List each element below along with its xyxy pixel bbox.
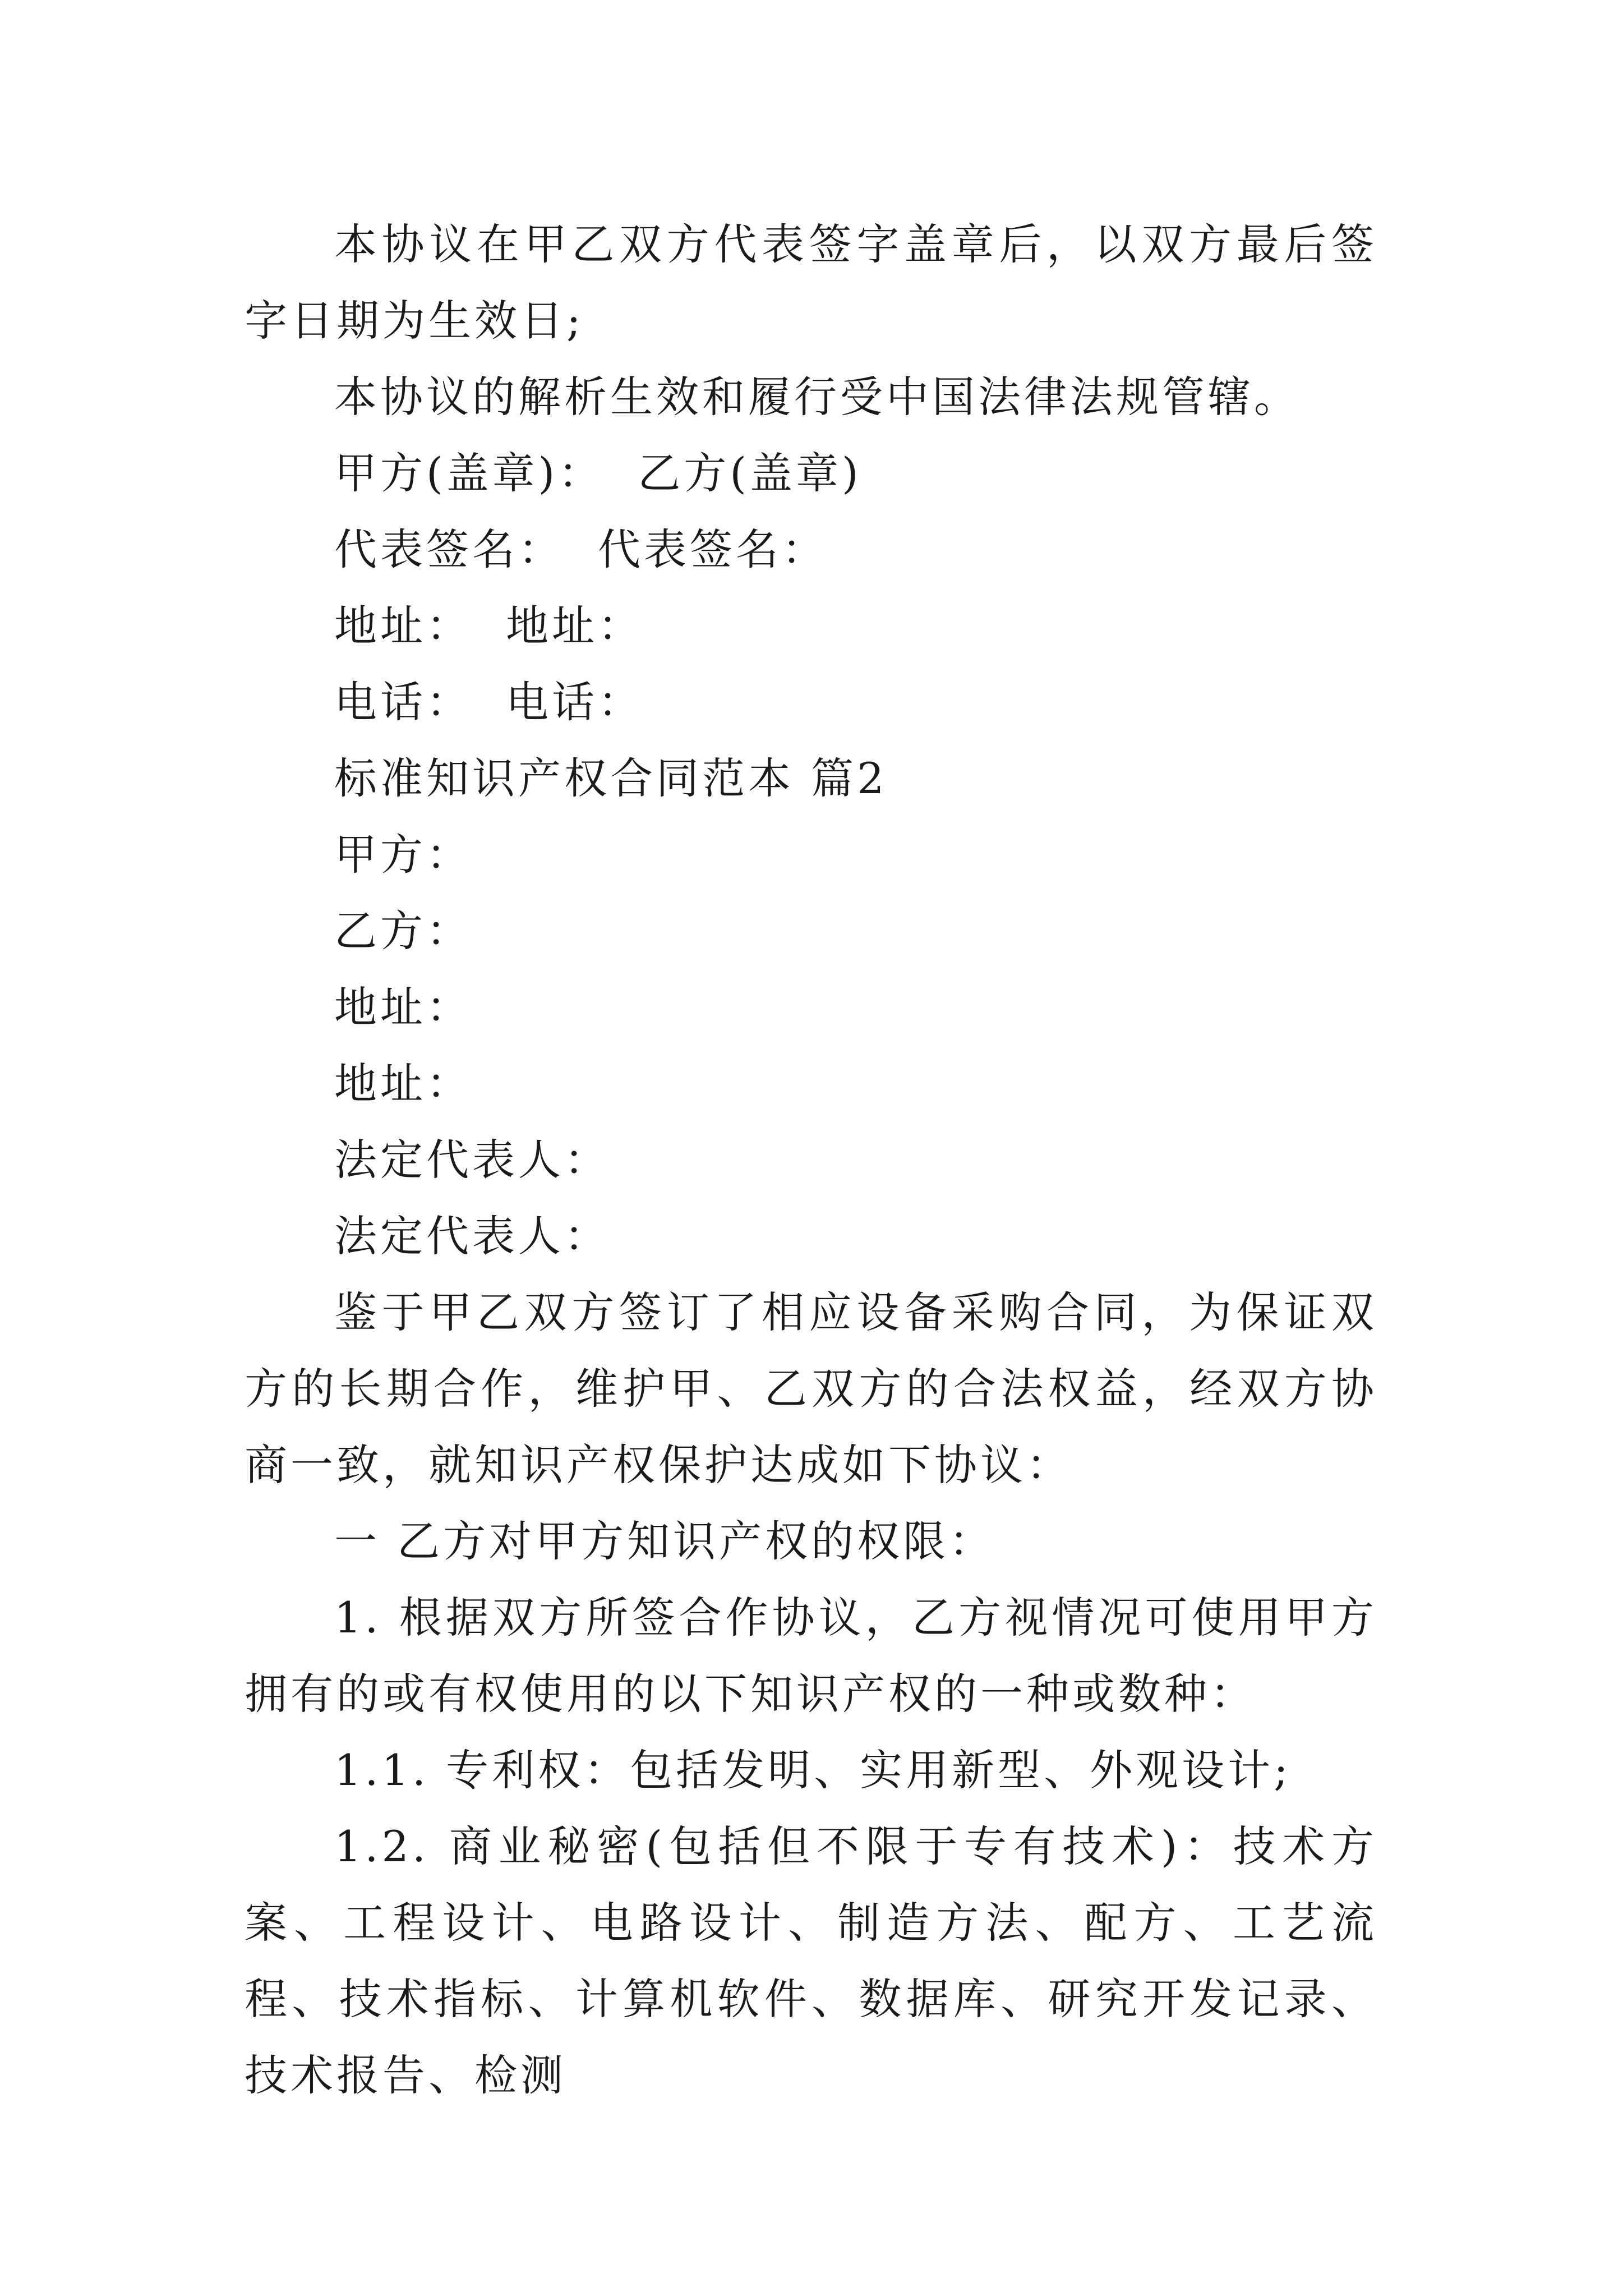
clause-1: 1. 根据双方所签合作协议，乙方视情况可使用甲方拥有的或有权使用的以下知识产权的一种或数种： — [245, 1593, 1377, 1719]
signature-phone-line — [245, 664, 1377, 740]
signature-address-line — [245, 588, 1377, 664]
clause-1-2: 1.2. 商业秘密(包括但不限于专有技术)：技术方案、工程设计、电路设计、制造方法、配方、工艺流程、技术指标、计算机软件、数据库、研究开发记录、技术报告、检测 — [245, 1821, 1377, 2100]
paragraph-preamble: 鉴于甲乙双方签订了相应设备采购合同，为保证双方的长期合作，维护甲、乙双方的合法权益，经双方协商一致，就知识产权保护达成如下协议： — [245, 1287, 1377, 1490]
paragraph-effective-date: 本协议在甲乙双方代表签字盖章后，以双方最后签字日期为生效日; — [245, 219, 1377, 346]
legal-rep-label: 法定代表人： — [334, 1211, 610, 1261]
party-a-phone-label: 电话： — [334, 677, 472, 727]
party-b-label: 乙方： — [334, 906, 472, 956]
signature-rep-line — [245, 512, 1377, 588]
legal-rep-label: 法定代表人： — [334, 1135, 610, 1185]
paragraph-governing-law: 本协议的解析生效和履行受中国法律法规管辖。 — [334, 372, 1300, 422]
party-b-phone-label: 电话： — [506, 677, 644, 727]
party-b-rep-label: 代表签名： — [598, 524, 828, 574]
clause-heading-1: 一 乙方对甲方知识产权的权限： — [334, 1516, 995, 1566]
party-b-seal-label: 乙方(盖章) — [638, 448, 862, 498]
party-b-address-label: 地址： — [506, 601, 644, 651]
party-a-label: 甲方： — [334, 830, 472, 880]
party-a-seal-label: 甲方(盖章)： — [334, 448, 605, 498]
document-body — [245, 206, 1377, 2114]
signature-seal-line — [245, 435, 1377, 512]
section-title: 标准知识产权合同范本 篇2 — [334, 753, 888, 803]
party-a-address-label: 地址： — [334, 601, 472, 651]
clause-1-1: 1.1. 专利权：包括发明、实用新型、外观设计; — [334, 1745, 1292, 1795]
party-a-rep-label: 代表签名： — [334, 524, 564, 574]
address-label: 地址： — [334, 1059, 472, 1108]
address-label: 地址： — [334, 982, 472, 1032]
